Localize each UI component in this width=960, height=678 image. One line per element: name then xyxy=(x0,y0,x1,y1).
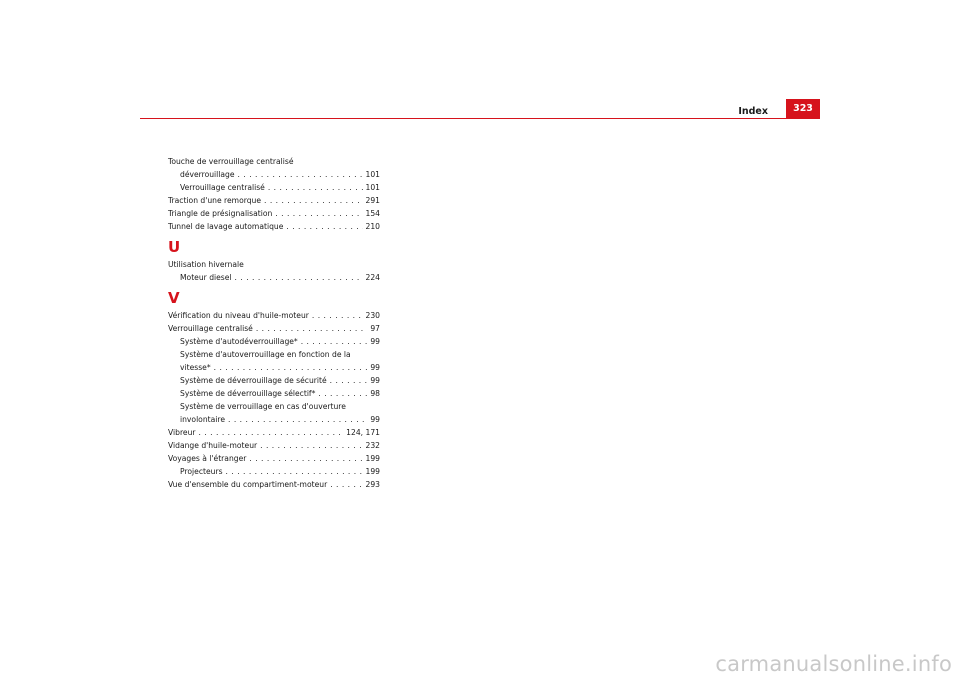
leader-dots xyxy=(318,387,367,400)
page-number-badge: 323 xyxy=(786,99,820,118)
entry-text: déverrouillage xyxy=(180,170,235,179)
index-entry[interactable] xyxy=(168,426,380,439)
leader-dots xyxy=(286,220,362,233)
entry-page: 124, 171 xyxy=(346,428,380,437)
index-entry[interactable] xyxy=(168,309,380,322)
leader-dots xyxy=(249,452,362,465)
leader-dots xyxy=(301,335,368,348)
index-entry[interactable] xyxy=(168,207,380,220)
entry-page: 154 xyxy=(365,209,380,218)
entry-page: 210 xyxy=(365,222,380,231)
entry-text: Système de déverrouillage de sécurité xyxy=(180,376,327,385)
leader-dots xyxy=(260,439,362,452)
entry-page: 97 xyxy=(370,324,380,333)
index-entry[interactable] xyxy=(168,194,380,207)
index-subentry[interactable] xyxy=(168,374,380,387)
index-subentry[interactable] xyxy=(168,181,380,194)
leader-dots xyxy=(235,271,363,284)
entry-page: 98 xyxy=(370,389,380,398)
entry-page: 199 xyxy=(365,454,380,463)
index-entry: Touche de verrouillage centralisé xyxy=(168,157,294,166)
index-subentry-head: Système d'autoverrouillage en fonction de la xyxy=(180,350,351,359)
entry-page: 99 xyxy=(370,376,380,385)
entry-text: Vérification du niveau d'huile-moteur xyxy=(168,311,309,320)
leader-dots xyxy=(214,361,368,374)
section-letter-u: U xyxy=(168,238,181,256)
index-entry[interactable] xyxy=(168,478,380,491)
leader-dots xyxy=(238,168,363,181)
entry-text: Vibreur xyxy=(168,428,196,437)
entry-text: Système de déverrouillage sélectif* xyxy=(180,389,316,398)
leader-dots xyxy=(256,322,367,335)
leader-dots xyxy=(226,465,363,478)
entry-text: Vue d'ensemble du compartiment-moteur xyxy=(168,480,328,489)
entry-page: 224 xyxy=(365,273,380,282)
leader-dots xyxy=(275,207,362,220)
entry-text: vitesse* xyxy=(180,363,211,372)
entry-page: 99 xyxy=(370,337,380,346)
leader-dots xyxy=(199,426,344,439)
entry-text: Triangle de présignalisation xyxy=(168,209,273,218)
leader-dots xyxy=(312,309,363,322)
entry-text: Tunnel de lavage automatique xyxy=(168,222,284,231)
entry-text: Voyages à l'étranger xyxy=(168,454,247,463)
entry-text: Verrouillage centralisé xyxy=(180,183,265,192)
index-subentry[interactable] xyxy=(168,361,380,374)
entry-page: 291 xyxy=(365,196,380,205)
entry-text: Moteur diesel xyxy=(180,273,232,282)
section-title: Index xyxy=(738,106,768,117)
entry-text: involontaire xyxy=(180,415,225,424)
index-entry[interactable] xyxy=(168,452,380,465)
index-subentry[interactable] xyxy=(168,387,380,400)
leader-dots xyxy=(268,181,363,194)
index-subentry[interactable] xyxy=(168,271,380,284)
index-subentry[interactable] xyxy=(168,168,380,181)
entry-page: 230 xyxy=(365,311,380,320)
entry-page: 199 xyxy=(365,467,380,476)
index-entry[interactable] xyxy=(168,439,380,452)
section-letter-v: V xyxy=(168,289,180,307)
entry-text: Système d'autodéverrouillage* xyxy=(180,337,298,346)
leader-dots xyxy=(330,478,362,491)
watermark: carmanualsonline.info xyxy=(715,652,952,676)
leader-dots xyxy=(228,413,367,426)
index-column xyxy=(168,155,380,491)
entry-text: Verrouillage centralisé xyxy=(168,324,253,333)
index-subentry[interactable] xyxy=(168,335,380,348)
index-entry: Utilisation hivernale xyxy=(168,260,244,269)
leader-dots xyxy=(330,374,368,387)
entry-text: Vidange d'huile-moteur xyxy=(168,441,258,450)
index-subentry-head: Système de verrouillage en cas d'ouverture xyxy=(180,402,346,411)
index-subentry[interactable] xyxy=(168,413,380,426)
entry-text: Projecteurs xyxy=(180,467,223,476)
index-entry[interactable] xyxy=(168,220,380,233)
entry-page: 101 xyxy=(365,183,380,192)
header-rule xyxy=(140,118,820,119)
entry-page: 99 xyxy=(370,415,380,424)
entry-page: 101 xyxy=(365,170,380,179)
entry-page: 293 xyxy=(365,480,380,489)
entry-page: 232 xyxy=(365,441,380,450)
entry-text: Traction d'une remorque xyxy=(168,196,262,205)
entry-page: 99 xyxy=(370,363,380,372)
index-subentry[interactable] xyxy=(168,465,380,478)
leader-dots xyxy=(264,194,362,207)
index-entry[interactable] xyxy=(168,322,380,335)
